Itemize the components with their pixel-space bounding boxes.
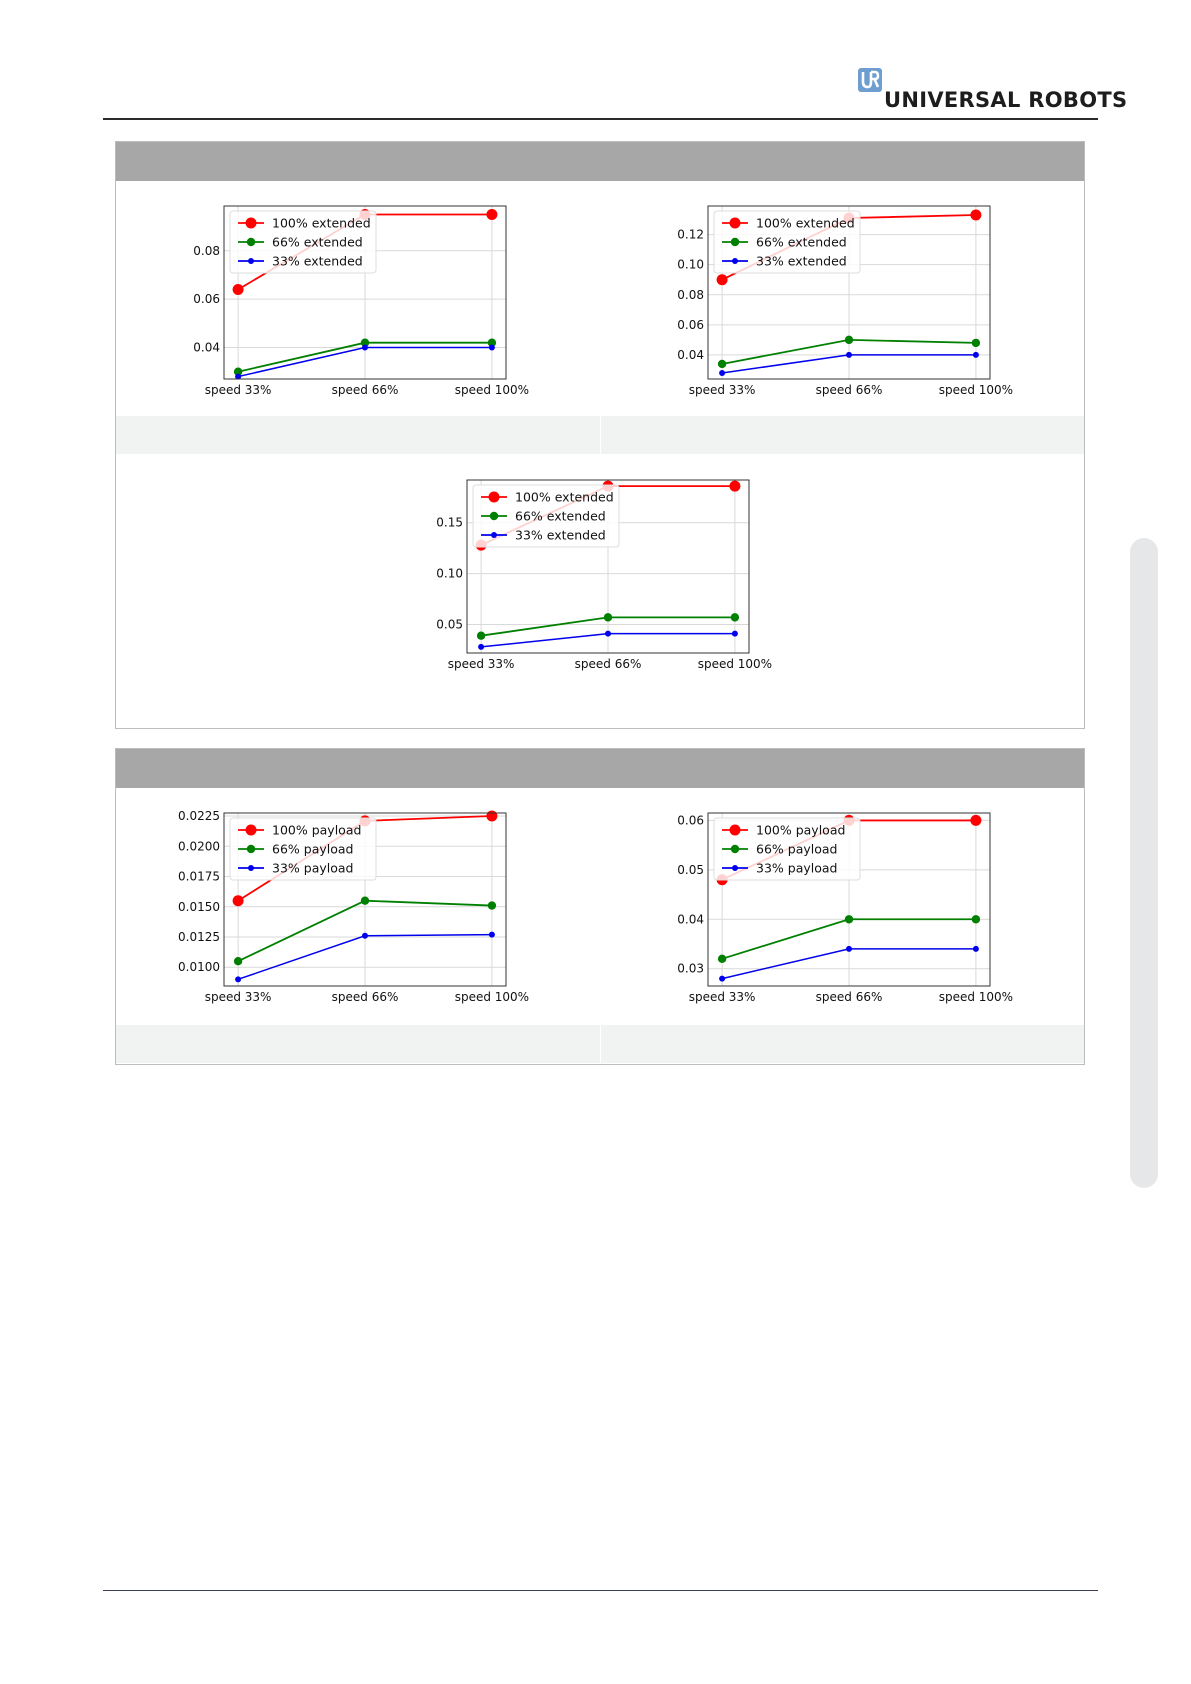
legend-swatch-marker — [248, 258, 254, 264]
chart-legend — [230, 211, 376, 273]
data-point — [972, 915, 980, 923]
extended-charts-panel — [115, 141, 1085, 729]
legend-label: 100% payload — [756, 822, 846, 838]
footer-divider — [103, 1590, 1098, 1591]
data-point — [970, 210, 981, 221]
data-point — [362, 933, 368, 939]
data-point — [235, 976, 241, 982]
chart-extended-1 — [148, 196, 536, 407]
legend-swatch-marker — [246, 825, 257, 836]
y-tick-label: 0.0150 — [178, 899, 220, 914]
y-tick-label: 0.08 — [193, 243, 220, 258]
legend-label: 100% payload — [272, 822, 362, 838]
y-tick-label: 0.0175 — [178, 869, 220, 884]
data-point — [233, 284, 244, 295]
payload-charts-panel — [115, 748, 1085, 1065]
data-point — [486, 811, 497, 822]
legend-label: 66% extended — [515, 508, 606, 524]
legend-swatch-marker — [730, 218, 741, 229]
chart-legend — [714, 818, 860, 880]
data-point — [234, 957, 242, 965]
legend-label: 33% payload — [756, 860, 838, 876]
y-tick-label: 0.0200 — [178, 839, 220, 854]
data-point — [605, 631, 611, 637]
chart-extended-2 — [632, 196, 1020, 407]
data-point — [477, 632, 485, 640]
data-point — [719, 370, 725, 376]
data-point — [729, 481, 740, 492]
data-point — [970, 815, 981, 826]
line-chart — [391, 470, 779, 681]
y-tick-label: 0.0100 — [178, 960, 220, 975]
x-tick-label: speed 100% — [454, 990, 530, 1004]
data-point — [973, 352, 979, 358]
legend-label: 33% payload — [272, 860, 354, 876]
legend-label: 66% extended — [756, 234, 847, 250]
y-tick-label: 0.06 — [193, 292, 220, 307]
chart-legend — [230, 818, 376, 880]
legend-label: 66% payload — [756, 841, 838, 857]
chart-legend — [473, 485, 619, 547]
x-tick-label: speed 33% — [204, 383, 272, 397]
side-section-tab[interactable] — [1130, 538, 1158, 1188]
y-tick-label: 0.06 — [677, 317, 704, 332]
data-point — [732, 631, 738, 637]
line-chart — [632, 803, 1020, 1014]
legend-swatch-marker — [247, 238, 255, 246]
data-point — [486, 209, 497, 220]
legend-label: 33% extended — [756, 253, 847, 269]
caption-cell — [116, 1025, 600, 1063]
y-tick-label: 0.12 — [677, 227, 704, 242]
legend-label: 100% extended — [756, 215, 855, 231]
legend-swatch-marker — [732, 258, 738, 264]
x-tick-label: speed 66% — [815, 383, 883, 397]
header-divider — [103, 118, 1098, 120]
y-tick-label: 0.05 — [436, 617, 463, 632]
data-point — [973, 946, 979, 952]
data-point — [489, 932, 495, 938]
chart-extended-3 — [391, 470, 779, 681]
legend-swatch-marker — [247, 845, 255, 853]
x-tick-label: speed 100% — [938, 383, 1014, 397]
line-chart — [632, 196, 1020, 407]
data-point — [233, 895, 244, 906]
data-point — [718, 955, 726, 963]
x-tick-label: speed 33% — [447, 657, 515, 671]
y-tick-label: 0.04 — [193, 340, 220, 355]
data-point — [972, 339, 980, 347]
legend-swatch-marker — [731, 845, 739, 853]
legend-label: 33% extended — [515, 527, 606, 543]
chart-payload-2 — [632, 803, 1020, 1014]
caption-cell — [601, 1025, 1084, 1063]
line-chart — [148, 803, 536, 1014]
x-tick-label: speed 100% — [938, 990, 1014, 1004]
y-tick-label: 0.15 — [436, 515, 463, 530]
legend-swatch-marker — [730, 825, 741, 836]
data-point — [845, 336, 853, 344]
legend-label: 66% extended — [272, 234, 363, 250]
brand-name: UNIVERSAL ROBOTS — [884, 88, 1128, 112]
data-point — [845, 915, 853, 923]
x-tick-label: speed 66% — [331, 990, 399, 1004]
line-chart — [148, 196, 536, 407]
data-point — [719, 976, 725, 982]
data-point — [717, 274, 728, 285]
legend-label: 66% payload — [272, 841, 354, 857]
x-tick-label: speed 33% — [688, 383, 756, 397]
y-tick-label: 0.10 — [677, 257, 704, 272]
legend-swatch-marker — [490, 512, 498, 520]
legend-label: 33% extended — [272, 253, 363, 269]
legend-swatch-marker — [732, 865, 738, 871]
x-tick-label: speed 66% — [331, 383, 399, 397]
x-tick-label: speed 100% — [697, 657, 773, 671]
y-tick-label: 0.06 — [677, 813, 704, 828]
data-point — [478, 644, 484, 650]
legend-swatch-marker — [489, 492, 500, 503]
caption-cell — [116, 416, 600, 454]
y-tick-label: 0.08 — [677, 287, 704, 302]
legend-swatch-marker — [248, 865, 254, 871]
data-point — [489, 345, 495, 351]
data-point — [718, 360, 726, 368]
legend-swatch-marker — [246, 218, 257, 229]
y-tick-label: 0.05 — [677, 862, 704, 877]
x-tick-label: speed 33% — [688, 990, 756, 1004]
x-tick-label: speed 66% — [574, 657, 642, 671]
panel-header-bar — [116, 749, 1084, 788]
y-tick-label: 0.03 — [677, 961, 704, 976]
caption-row — [116, 1025, 1084, 1063]
data-point — [488, 901, 496, 909]
x-tick-label: speed 66% — [815, 990, 883, 1004]
brand-logo — [858, 68, 1128, 116]
chart-legend — [714, 211, 860, 273]
y-tick-label: 0.0225 — [178, 809, 220, 824]
data-point — [604, 613, 612, 621]
data-point — [846, 946, 852, 952]
legend-label: 100% extended — [515, 489, 614, 505]
x-tick-label: speed 100% — [454, 383, 530, 397]
y-tick-label: 0.0125 — [178, 930, 220, 945]
y-tick-label: 0.04 — [677, 912, 704, 927]
caption-cell — [601, 416, 1084, 454]
ur-logo-icon — [858, 68, 882, 92]
panel-header-bar — [116, 142, 1084, 181]
y-tick-label: 0.04 — [677, 347, 704, 362]
legend-swatch-marker — [491, 532, 497, 538]
chart-payload-1 — [148, 803, 536, 1014]
legend-label: 100% extended — [272, 215, 371, 231]
data-point — [361, 897, 369, 905]
data-point — [362, 345, 368, 351]
legend-swatch-marker — [731, 238, 739, 246]
caption-row — [116, 416, 1084, 454]
y-tick-label: 0.10 — [436, 566, 463, 581]
x-tick-label: speed 33% — [204, 990, 272, 1004]
data-point — [846, 352, 852, 358]
data-point — [731, 613, 739, 621]
